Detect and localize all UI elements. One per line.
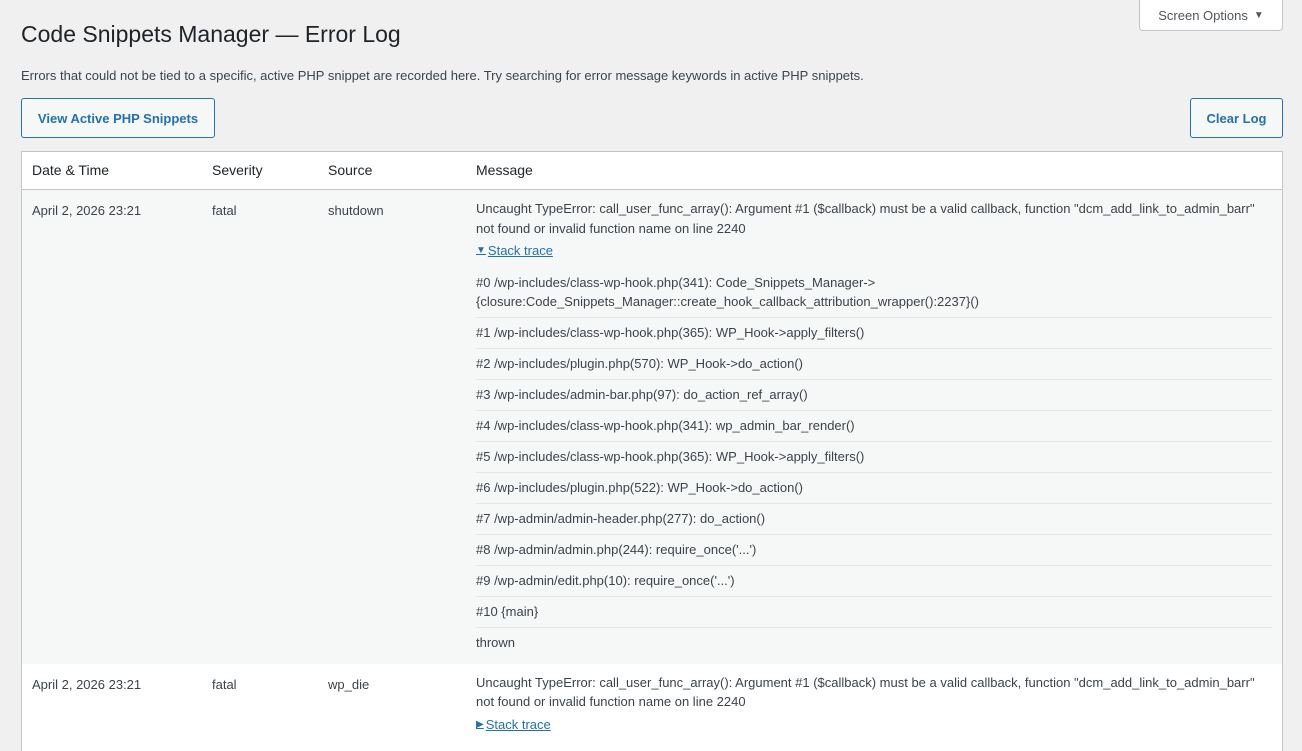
column-header-source: Source: [328, 162, 372, 178]
screen-options-button[interactable]: [1139, 0, 1283, 31]
row-date: April 2, 2026 23:21: [32, 675, 141, 694]
stack-trace-line: #9 /wp-admin/edit.php(10): require_once('...'): [476, 566, 1272, 597]
row-message: Uncaught TypeError: call_user_func_array(): Argument #1 ($callback) must be a valid callback, function "dcm_add_link_to_admin_barr" not found or invalid function name on line 2240: [476, 199, 1272, 238]
stack-trace-label: Stack trace: [486, 715, 551, 735]
triangle-down-icon: ▼: [476, 241, 486, 261]
stack-trace-toggle[interactable]: [476, 715, 551, 735]
stack-trace-line: #1 /wp-includes/class-wp-hook.php(365): WP_Hook->apply_filters(): [476, 318, 1272, 349]
page-description: Errors that could not be tied to a specific, active PHP snippet are recorded here. Try searching for error message keywords in active PHP snippets.: [21, 67, 864, 85]
row-date: April 2, 2026 23:21: [32, 201, 141, 220]
row-severity: fatal: [212, 675, 237, 694]
stack-trace-line: #7 /wp-admin/admin-header.php(277): do_action(): [476, 504, 1272, 535]
error-log-table: [21, 151, 1283, 751]
clear-log-button[interactable]: Clear Log: [1190, 98, 1283, 138]
stack-trace-toggle[interactable]: [476, 241, 553, 261]
screen-options-label: Screen Options: [1158, 8, 1248, 23]
table-header: [22, 152, 1282, 190]
page-title: Code Snippets Manager — Error Log: [21, 19, 401, 49]
stack-trace-line: #10 {main}: [476, 597, 1272, 628]
column-header-severity: Severity: [212, 162, 263, 178]
stack-trace-line: #5 /wp-includes/class-wp-hook.php(365): WP_Hook->apply_filters(): [476, 442, 1272, 473]
stack-trace-line: #8 /wp-admin/admin.php(244): require_once('...'): [476, 535, 1272, 566]
row-message-cell: [476, 190, 1272, 664]
table-row: [22, 664, 1282, 751]
row-source: wp_die: [328, 675, 369, 694]
column-header-date: Date & Time: [32, 162, 109, 178]
stack-trace-line: #4 /wp-includes/class-wp-hook.php(341): wp_admin_bar_render(): [476, 411, 1272, 442]
table-row: [22, 190, 1282, 664]
row-severity: fatal: [212, 201, 237, 220]
view-active-snippets-button[interactable]: View Active PHP Snippets: [21, 98, 215, 138]
row-message: Uncaught TypeError: call_user_func_array(): Argument #1 ($callback) must be a valid callback, function "dcm_add_link_to_admin_barr" not found or invalid function name on line 2240: [476, 673, 1272, 712]
stack-trace-list: [476, 273, 1272, 664]
row-message-cell: [476, 664, 1272, 735]
stack-trace-line: thrown: [476, 628, 1272, 664]
row-source: shutdown: [328, 201, 384, 220]
column-header-message: Message: [476, 162, 533, 178]
stack-trace-line: #0 /wp-includes/class-wp-hook.php(341): Code_Snippets_Manager->{closure:Code_Snippets_Manager::create_hook_callback_attribution_wrapper():2237}(): [476, 273, 1272, 318]
stack-trace-label: Stack trace: [488, 241, 553, 261]
stack-trace-line: #2 /wp-includes/plugin.php(570): WP_Hook->do_action(): [476, 349, 1272, 380]
caret-down-icon: ▼: [1254, 10, 1264, 21]
stack-trace-line: #3 /wp-includes/admin-bar.php(97): do_action_ref_array(): [476, 380, 1272, 411]
triangle-right-icon: ▶: [476, 715, 484, 735]
stack-trace-line: #6 /wp-includes/plugin.php(522): WP_Hook->do_action(): [476, 473, 1272, 504]
